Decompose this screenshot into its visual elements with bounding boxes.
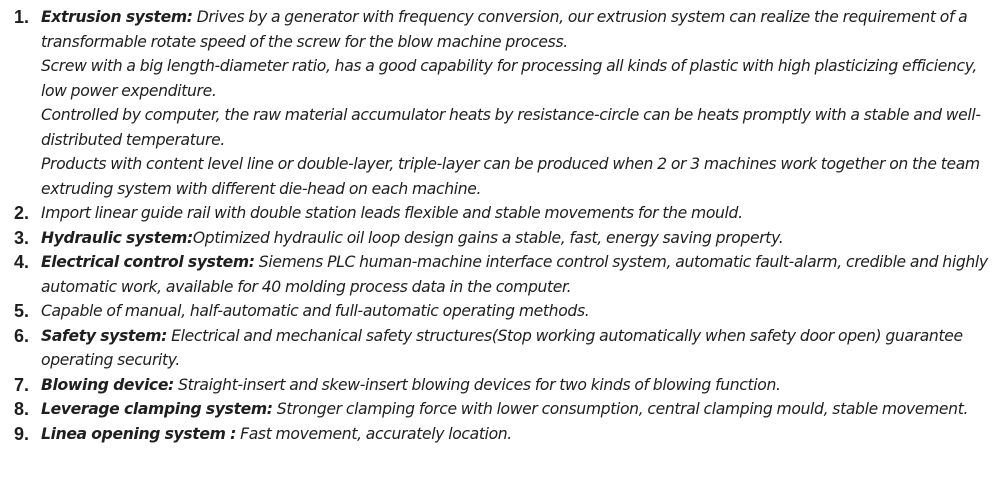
item-paragraph (41, 373, 989, 398)
item-label: Linea opening system : (41, 424, 236, 443)
item-paragraph (41, 250, 989, 299)
item-number: 5. (14, 301, 30, 321)
item-body (41, 373, 989, 398)
item-label: Electrical control system: (41, 253, 255, 271)
list-item-2 (14, 201, 989, 226)
item-label: Leverage clamping system: (41, 400, 273, 418)
item-paragraph (41, 226, 989, 251)
item-paragraph (41, 324, 989, 373)
item-text: Electrical and mechanical safety structures(Stop working automatically when safety door open) guarantee operating security. (41, 326, 963, 369)
item-body (41, 422, 989, 447)
item-body (41, 250, 989, 299)
list-item-7 (14, 373, 989, 398)
list-item-8 (14, 397, 989, 422)
item-text: Drives by a generator with frequency conversion, our extrusion system can realize the requirement of a transformable rotate speed of the screw for the blow machine process. (41, 8, 968, 51)
list-item-6 (14, 324, 989, 373)
item-number: 3. (14, 227, 30, 248)
item-body (41, 324, 989, 373)
item-paragraph: Controlled by computer, the raw material accumulator heats by resistance-circle can be heats promptly with a stable and well-distributed temperature. (41, 106, 981, 149)
item-text: Import linear guide rail with double station leads flexible and stable movements for the mould. (41, 204, 743, 222)
item-text: Siemens PLC human-machine interface control system, automatic fault-alarm, credible and highly automatic work, available for 40 molding process data in the computer. (41, 253, 988, 296)
item-text: Capable of manual, half-automatic and full-automatic operating methods. (41, 302, 590, 320)
item-text: Optimized hydraulic oil loop design gains a stable, fast, energy saving property. (192, 228, 784, 247)
item-paragraph: Products with content level line or double-layer, triple-layer can be produced when 2 or 3 machines work together on the team extruding system with different die-head on each machine. (41, 155, 980, 198)
item-text: Stronger clamping force with lower consumption, central clamping mould, stable movement. (272, 400, 969, 418)
feature-list (14, 5, 989, 446)
item-number: 8. (14, 399, 30, 419)
item-body (41, 397, 989, 422)
item-number: 1. (14, 7, 30, 27)
list-item-1 (14, 5, 989, 201)
list-item-3 (14, 226, 989, 251)
item-label: Extrusion system: (41, 8, 193, 26)
item-label: Safety system: (41, 326, 168, 345)
item-number: 6. (14, 325, 30, 346)
item-body (41, 299, 989, 324)
item-label: Hydraulic system: (41, 228, 193, 247)
item-number: 2. (14, 203, 30, 223)
list-item-9 (14, 422, 989, 447)
list-item-5 (14, 299, 989, 324)
item-label: Blowing device: (41, 375, 174, 394)
item-number: 4. (14, 252, 30, 272)
item-number: 7. (14, 374, 30, 395)
item-body (41, 5, 989, 201)
item-body (41, 201, 989, 226)
item-text: Straight-insert and skew-insert blowing devices for two kinds of blowing function. (178, 375, 781, 394)
item-paragraph (41, 397, 989, 422)
item-paragraph (41, 422, 989, 447)
item-text: Fast movement, accurately location. (235, 424, 512, 443)
list-item-4 (14, 250, 989, 299)
item-paragraph: Screw with a big length-diameter ratio, has a good capability for processing all kinds of plastic with high plasticizing efficiency, low power expenditure. (41, 57, 977, 100)
item-number: 9. (14, 423, 30, 444)
item-paragraph (41, 5, 989, 54)
item-body (41, 226, 989, 251)
